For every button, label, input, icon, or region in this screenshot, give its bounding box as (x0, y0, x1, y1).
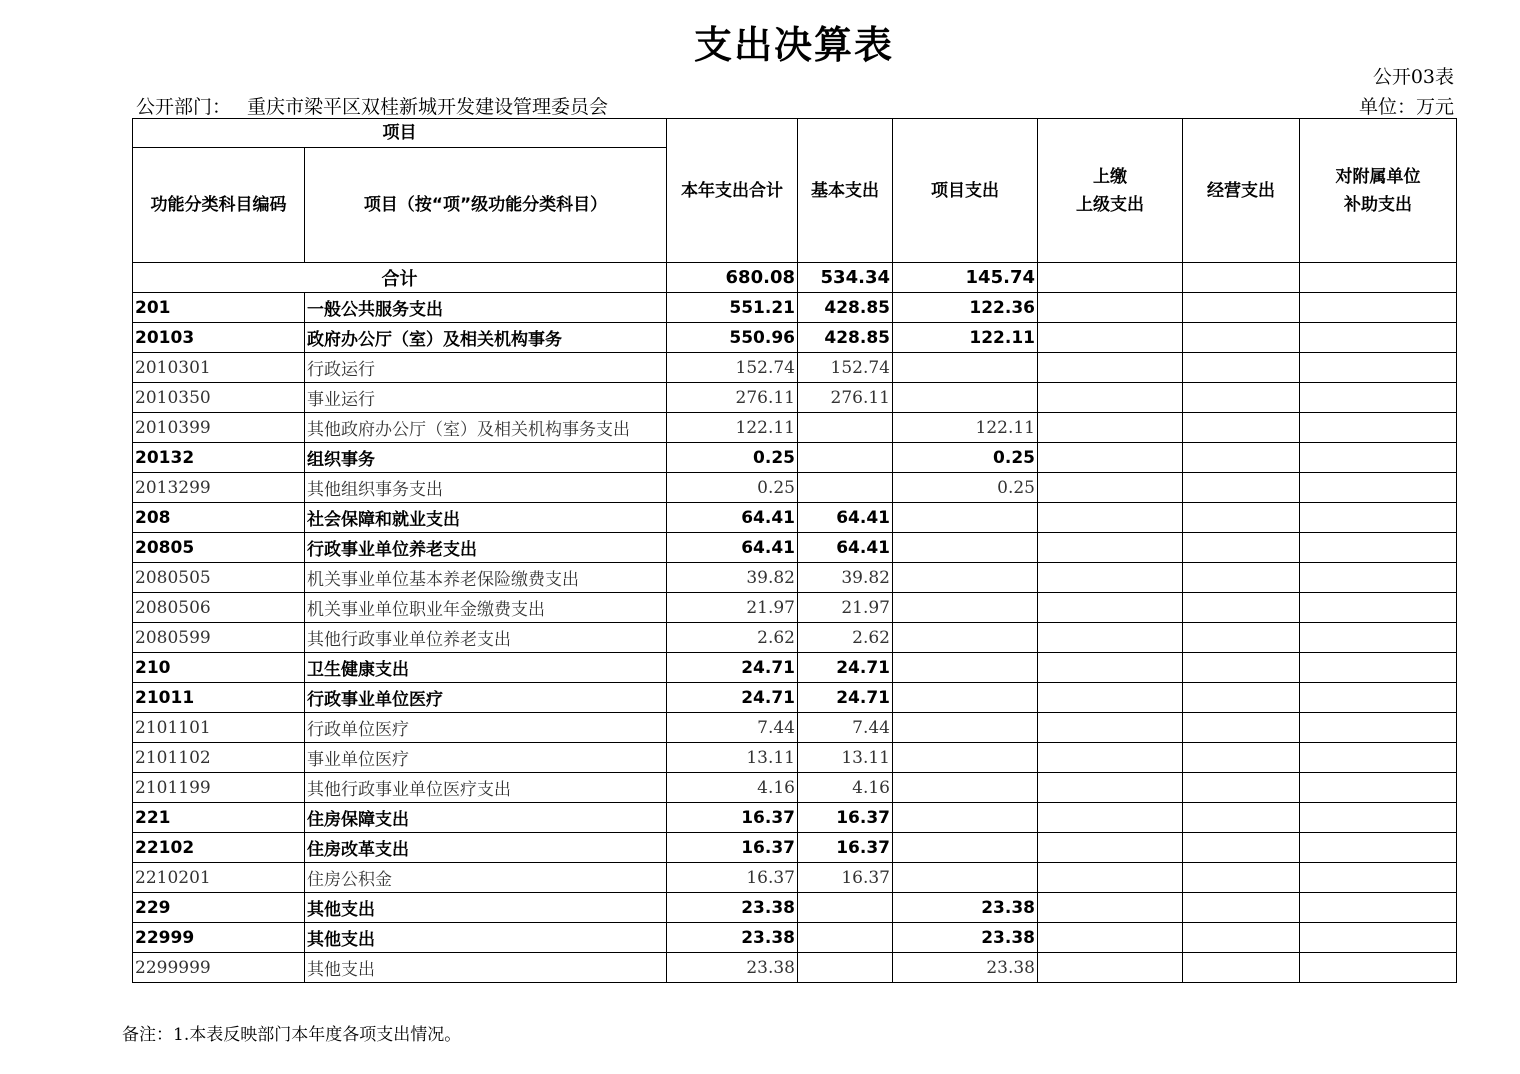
row-project (893, 623, 1038, 653)
row-project (893, 683, 1038, 713)
row-total: 550.96 (667, 323, 798, 353)
row-code: 210 (133, 653, 305, 683)
row-business (1183, 863, 1300, 893)
row-basic: 24.71 (798, 683, 893, 713)
row-code: 2080505 (133, 563, 305, 593)
row-upper (1038, 653, 1183, 683)
row-business (1183, 473, 1300, 503)
header-upper: 上缴 上级支出 (1038, 119, 1183, 263)
table-row (133, 713, 1457, 743)
row-upper (1038, 533, 1183, 563)
table-row (133, 503, 1457, 533)
row-project: 122.36 (893, 293, 1038, 323)
table-row (133, 953, 1457, 983)
row-project (893, 593, 1038, 623)
row-total: 39.82 (667, 563, 798, 593)
header-total: 本年支出合计 (667, 119, 798, 263)
row-project (893, 383, 1038, 413)
row-subsidy (1300, 683, 1457, 713)
row-subsidy (1300, 773, 1457, 803)
row-upper (1038, 773, 1183, 803)
row-code: 221 (133, 803, 305, 833)
row-project: 23.38 (893, 923, 1038, 953)
row-code: 2080506 (133, 593, 305, 623)
row-upper (1038, 923, 1183, 953)
table-row (133, 473, 1457, 503)
row-basic (798, 953, 893, 983)
total-label: 合计 (133, 263, 667, 293)
row-name: 行政事业单位养老支出 (305, 533, 667, 563)
row-name: 行政运行 (305, 353, 667, 383)
row-subsidy (1300, 443, 1457, 473)
row-total: 21.97 (667, 593, 798, 623)
total-row (133, 263, 1457, 293)
row-basic: 428.85 (798, 293, 893, 323)
row-name: 一般公共服务支出 (305, 293, 667, 323)
row-basic: 152.74 (798, 353, 893, 383)
unit-label: 单位：万元 (1358, 96, 1454, 118)
row-project (893, 653, 1038, 683)
row-subsidy (1300, 893, 1457, 923)
row-name: 机关事业单位职业年金缴费支出 (305, 593, 667, 623)
row-subsidy (1300, 413, 1457, 443)
row-project (893, 563, 1038, 593)
row-basic: 64.41 (798, 503, 893, 533)
row-total: 64.41 (667, 503, 798, 533)
row-code: 22999 (133, 923, 305, 953)
header-basic: 基本支出 (798, 119, 893, 263)
row-code: 20132 (133, 443, 305, 473)
row-basic: 39.82 (798, 563, 893, 593)
row-business (1183, 563, 1300, 593)
row-total: 23.38 (667, 953, 798, 983)
row-business (1183, 533, 1300, 563)
row-name: 社会保障和就业支出 (305, 503, 667, 533)
total-subsidy (1300, 263, 1457, 293)
row-total: 551.21 (667, 293, 798, 323)
row-subsidy (1300, 353, 1457, 383)
row-business (1183, 923, 1300, 953)
row-business (1183, 893, 1300, 923)
row-project (893, 353, 1038, 383)
row-code: 2210201 (133, 863, 305, 893)
row-code: 208 (133, 503, 305, 533)
row-subsidy (1300, 323, 1457, 353)
row-code: 2080599 (133, 623, 305, 653)
row-upper (1038, 473, 1183, 503)
row-business (1183, 353, 1300, 383)
department-name: 重庆市梁平区双桂新城开发建设管理委员会 (247, 96, 609, 118)
row-business (1183, 413, 1300, 443)
table-row (133, 923, 1457, 953)
header-project: 项目 (133, 119, 667, 148)
row-basic: 24.71 (798, 653, 893, 683)
row-total: 152.74 (667, 353, 798, 383)
row-name: 其他支出 (305, 893, 667, 923)
form-number: 公开03表 (1372, 66, 1454, 88)
department-line (136, 92, 608, 119)
row-upper (1038, 353, 1183, 383)
table-row (133, 893, 1457, 923)
table-row (133, 353, 1457, 383)
row-project (893, 833, 1038, 863)
row-subsidy (1300, 473, 1457, 503)
row-project (893, 503, 1038, 533)
table-row (133, 533, 1457, 563)
row-total: 122.11 (667, 413, 798, 443)
row-name: 行政单位医疗 (305, 713, 667, 743)
row-basic: 428.85 (798, 323, 893, 353)
row-subsidy (1300, 653, 1457, 683)
row-subsidy (1300, 503, 1457, 533)
row-business (1183, 653, 1300, 683)
table-row (133, 803, 1457, 833)
row-business (1183, 833, 1300, 863)
row-upper (1038, 803, 1183, 833)
row-total: 0.25 (667, 443, 798, 473)
row-total: 16.37 (667, 833, 798, 863)
row-basic (798, 893, 893, 923)
row-basic (798, 413, 893, 443)
row-subsidy (1300, 833, 1457, 863)
row-business (1183, 503, 1300, 533)
row-total: 23.38 (667, 893, 798, 923)
row-upper (1038, 413, 1183, 443)
row-project: 23.38 (893, 953, 1038, 983)
total-business (1183, 263, 1300, 293)
table-row (133, 563, 1457, 593)
row-subsidy (1300, 923, 1457, 953)
row-subsidy (1300, 593, 1457, 623)
table-row (133, 593, 1457, 623)
row-business (1183, 743, 1300, 773)
row-code: 20805 (133, 533, 305, 563)
row-code: 2010350 (133, 383, 305, 413)
row-name: 其他行政事业单位养老支出 (305, 623, 667, 653)
row-upper (1038, 593, 1183, 623)
row-subsidy (1300, 713, 1457, 743)
row-upper (1038, 683, 1183, 713)
row-total: 24.71 (667, 683, 798, 713)
row-basic: 2.62 (798, 623, 893, 653)
row-name: 其他行政事业单位医疗支出 (305, 773, 667, 803)
table-row (133, 743, 1457, 773)
row-business (1183, 323, 1300, 353)
row-code: 201 (133, 293, 305, 323)
header-code: 功能分类科目编码 (133, 148, 305, 263)
total-basic: 534.34 (798, 263, 893, 293)
row-basic: 4.16 (798, 773, 893, 803)
row-subsidy (1300, 743, 1457, 773)
row-business (1183, 773, 1300, 803)
row-name: 事业单位医疗 (305, 743, 667, 773)
row-upper (1038, 713, 1183, 743)
row-basic: 16.37 (798, 863, 893, 893)
row-name: 事业运行 (305, 383, 667, 413)
row-business (1183, 593, 1300, 623)
row-business (1183, 443, 1300, 473)
row-name: 其他支出 (305, 923, 667, 953)
total-upper (1038, 263, 1183, 293)
row-code: 2101101 (133, 713, 305, 743)
row-code: 2299999 (133, 953, 305, 983)
row-project (893, 803, 1038, 833)
table-row (133, 623, 1457, 653)
row-upper (1038, 953, 1183, 983)
row-basic (798, 923, 893, 953)
row-upper (1038, 443, 1183, 473)
total-project: 145.74 (893, 263, 1038, 293)
row-project: 0.25 (893, 443, 1038, 473)
row-name: 机关事业单位基本养老保险缴费支出 (305, 563, 667, 593)
row-name: 其他政府办公厅（室）及相关机构事务支出 (305, 413, 667, 443)
row-code: 21011 (133, 683, 305, 713)
header-name: 项目（按“项”级功能分类科目） (305, 148, 667, 263)
row-subsidy (1300, 533, 1457, 563)
row-name: 住房保障支出 (305, 803, 667, 833)
row-total: 23.38 (667, 923, 798, 953)
row-upper (1038, 743, 1183, 773)
row-basic: 7.44 (798, 713, 893, 743)
row-basic: 16.37 (798, 833, 893, 863)
row-code: 2010301 (133, 353, 305, 383)
footnote: 备注：1.本表反映部门本年度各项支出情况。 (122, 1025, 462, 1045)
row-code: 2013299 (133, 473, 305, 503)
row-subsidy (1300, 863, 1457, 893)
row-business (1183, 713, 1300, 743)
row-business (1183, 803, 1300, 833)
row-code: 2101102 (133, 743, 305, 773)
row-name: 组织事务 (305, 443, 667, 473)
row-subsidy (1300, 293, 1457, 323)
row-basic: 16.37 (798, 803, 893, 833)
row-upper (1038, 623, 1183, 653)
row-project (893, 863, 1038, 893)
row-name: 其他组织事务支出 (305, 473, 667, 503)
row-upper (1038, 863, 1183, 893)
table-row (133, 293, 1457, 323)
row-project: 0.25 (893, 473, 1038, 503)
row-total: 276.11 (667, 383, 798, 413)
row-name: 住房公积金 (305, 863, 667, 893)
row-project (893, 743, 1038, 773)
row-code: 2101199 (133, 773, 305, 803)
row-business (1183, 383, 1300, 413)
row-project (893, 713, 1038, 743)
table-row (133, 323, 1457, 353)
row-basic (798, 473, 893, 503)
table-row (133, 833, 1457, 863)
department-label: 公开部门： (136, 96, 232, 118)
header-subsidy: 对附属单位 补助支出 (1300, 119, 1457, 263)
table-row (133, 653, 1457, 683)
table-row (133, 443, 1457, 473)
row-name: 行政事业单位医疗 (305, 683, 667, 713)
row-business (1183, 683, 1300, 713)
row-business (1183, 623, 1300, 653)
row-name: 卫生健康支出 (305, 653, 667, 683)
total-sum: 680.08 (667, 263, 798, 293)
row-code: 229 (133, 893, 305, 923)
row-upper (1038, 293, 1183, 323)
row-business (1183, 953, 1300, 983)
table-row (133, 383, 1457, 413)
table-row (133, 413, 1457, 443)
row-project: 23.38 (893, 893, 1038, 923)
row-upper (1038, 833, 1183, 863)
row-project (893, 773, 1038, 803)
row-project: 122.11 (893, 323, 1038, 353)
row-project (893, 533, 1038, 563)
row-upper (1038, 323, 1183, 353)
row-total: 4.16 (667, 773, 798, 803)
row-code: 22102 (133, 833, 305, 863)
table-row (133, 683, 1457, 713)
row-total: 16.37 (667, 803, 798, 833)
row-basic: 13.11 (798, 743, 893, 773)
row-total: 0.25 (667, 473, 798, 503)
row-name: 住房改革支出 (305, 833, 667, 863)
row-upper (1038, 893, 1183, 923)
table-row (133, 863, 1457, 893)
row-subsidy (1300, 383, 1457, 413)
row-code: 2010399 (133, 413, 305, 443)
header-project-expense: 项目支出 (893, 119, 1038, 263)
row-upper (1038, 503, 1183, 533)
row-basic: 64.41 (798, 533, 893, 563)
row-basic: 21.97 (798, 593, 893, 623)
row-subsidy (1300, 563, 1457, 593)
row-project: 122.11 (893, 413, 1038, 443)
row-upper (1038, 383, 1183, 413)
header-business: 经营支出 (1183, 119, 1300, 263)
row-upper (1038, 563, 1183, 593)
row-basic: 276.11 (798, 383, 893, 413)
row-name: 政府办公厅（室）及相关机构事务 (305, 323, 667, 353)
expenditure-table (132, 118, 1457, 983)
row-subsidy (1300, 623, 1457, 653)
table-row (133, 773, 1457, 803)
row-subsidy (1300, 803, 1457, 833)
page-title: 支出决算表 (693, 23, 894, 67)
row-total: 7.44 (667, 713, 798, 743)
row-code: 20103 (133, 323, 305, 353)
row-total: 64.41 (667, 533, 798, 563)
row-basic (798, 443, 893, 473)
row-total: 13.11 (667, 743, 798, 773)
row-subsidy (1300, 953, 1457, 983)
row-total: 2.62 (667, 623, 798, 653)
row-total: 24.71 (667, 653, 798, 683)
row-total: 16.37 (667, 863, 798, 893)
row-name: 其他支出 (305, 953, 667, 983)
row-business (1183, 293, 1300, 323)
